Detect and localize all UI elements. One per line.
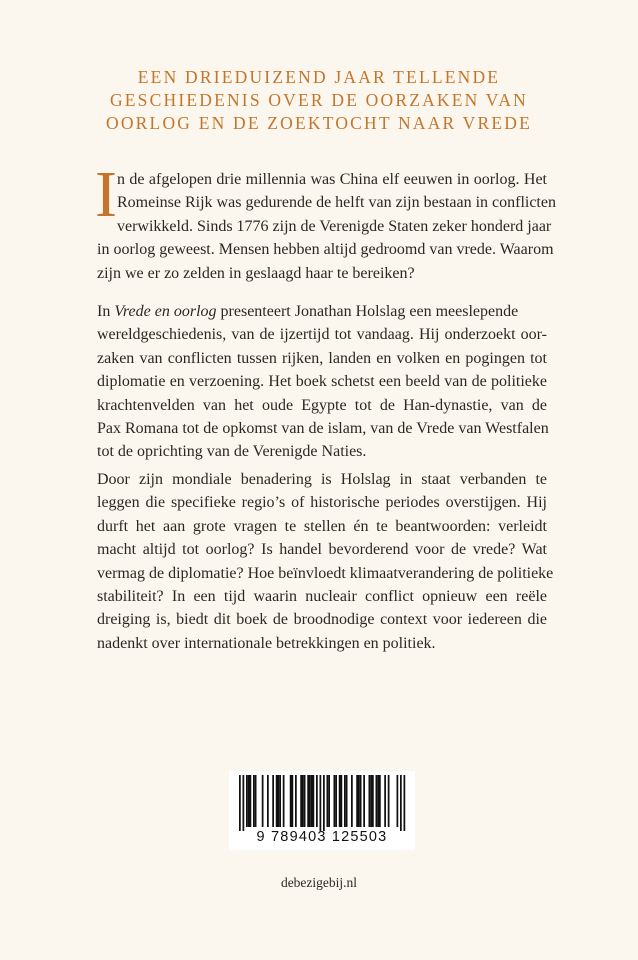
text-line: dreiging is, biedt dit boek de broodnodige context voor iedereen die (97, 611, 547, 629)
barcode-bar (302, 775, 304, 827)
text-line: krachtenvelden van het oude Egypte tot de Han-dynastie, van de (97, 396, 547, 414)
barcode-bar (320, 775, 322, 831)
barcode-bar (327, 775, 329, 827)
barcode-bar (384, 775, 386, 827)
barcode-bar (377, 775, 379, 827)
barcode-bar (372, 775, 374, 827)
tagline-line: GESCHIEDENIS OVER DE OORZAKEN VAN (109, 90, 529, 110)
barcode-bar (272, 775, 274, 827)
paragraph-approach (97, 468, 554, 655)
text-line: stabiliteit? In een tijd waarin nucleair conflict opnieuw een reële (97, 588, 547, 606)
barcode-bar (316, 775, 318, 827)
barcode (229, 771, 415, 850)
text-line: Romeinse Rijk was gedurende de helft van zijn bestaan in conflicten (117, 194, 556, 212)
text-line: tot de oprichting van de Verenigde Naties. (97, 443, 367, 461)
tagline-line: EEN DRIEDUIZEND JAAR TELLENDE (137, 67, 501, 87)
text-line: zijn we er zo zelden in geslaagd haar te bereiken? (97, 264, 415, 282)
text-line: in oorlog geweest. Mensen hebben altijd gedroomd van vrede. Waarom (97, 241, 554, 259)
text-line: nadenkt over internationale betrekkingen en politiek. (97, 634, 436, 652)
barcode-bar (341, 775, 343, 827)
barcode-bar (335, 775, 337, 827)
barcode-bar (250, 775, 252, 827)
barcode-bar (309, 775, 311, 827)
barcode-bar (370, 775, 372, 827)
text-line: durft het aan grote vragen te stellen én te beantwoorden: verleidt (97, 517, 547, 535)
barcode-bar (292, 775, 294, 827)
barcode-bar (300, 775, 302, 827)
barcode-bar (267, 775, 269, 827)
drop-cap: I (95, 158, 117, 231)
barcode-bar (239, 775, 241, 831)
barcode-bar (255, 775, 257, 827)
barcode-bar (248, 775, 250, 827)
text-line (97, 300, 547, 323)
book-title: Vrede en oorlog (114, 303, 217, 320)
text-line: vermag de diplomatie? Hoe beïnvloedt klimaatverandering de politieke (97, 564, 554, 582)
barcode-bar (295, 775, 297, 827)
barcode-bar (356, 775, 358, 827)
text-line: wereldgeschiedenis, van de ijzertijd tot vandaag. Hij onderzoekt oor- (97, 326, 547, 344)
barcode-bar (388, 775, 390, 827)
barcode-bar (246, 775, 248, 827)
barcode-bar (358, 775, 360, 827)
barcode-bar (397, 775, 399, 827)
barcode-bar (363, 775, 365, 827)
barcode-bar (290, 775, 292, 827)
barcode-bar (243, 775, 245, 831)
text-line: Door zijn mondiale benadering is Holslag in staat verbanden te (97, 471, 547, 488)
text-fragment: presenteert Jonathan Holslag een meeslepende (216, 303, 519, 320)
barcode-bar (344, 775, 346, 827)
barcode-bar (279, 775, 281, 827)
barcode-bar (346, 775, 348, 827)
barcode-bar (379, 775, 381, 827)
barcode-bar (283, 775, 285, 827)
paragraph-intro (97, 168, 556, 285)
barcode-bar (307, 775, 309, 827)
barcode-bars (229, 771, 415, 831)
barcode-bar (400, 775, 402, 831)
text-line: zaken van conflicten tussen rijken, landen en volken en pogingen tot (97, 349, 547, 367)
text-line: diplomatie en verzoening. Het boek schetst een beeld van de politieke (97, 373, 547, 391)
publisher-website: debezigebij.nl (280, 875, 358, 890)
barcode-bar (351, 775, 353, 827)
barcode-bar (369, 775, 371, 827)
tagline (0, 66, 638, 135)
isbn-number: 9 789403 125503 (256, 829, 388, 845)
barcode-bar (360, 775, 362, 827)
barcode-bar (311, 775, 313, 827)
barcode-bar (313, 775, 315, 827)
barcode-bar (339, 775, 341, 827)
barcode-bar (304, 775, 306, 827)
text-line: macht altijd tot oorlog? Is handel bevorderend voor de vrede? Wat (97, 541, 547, 559)
barcode-bar (253, 775, 255, 827)
barcode-bar (278, 775, 280, 827)
text-line: leggen die specifieke regio’s of historische periodes overstijgen. Hij (97, 494, 547, 512)
barcode-bar (404, 775, 406, 831)
text-line: verwikkeld. Sinds 1776 zijn de Verenigde Staten zeker honderd jaar (117, 217, 552, 235)
text-line: Pax Romana tot de opkomst van de islam, van de Vrede van Westfalen (97, 420, 549, 438)
text-fragment: In (97, 303, 115, 320)
barcode-bar (334, 775, 336, 827)
barcode-bar (276, 775, 278, 827)
barcode-bar (328, 775, 330, 827)
text-line: n de afgelopen drie millennia was China elf eeuwen in oorlog. Het (117, 171, 547, 188)
barcode-bar (323, 775, 325, 831)
paragraph-book (97, 300, 547, 464)
tagline-line: OORLOG EN DE ZOEKTOCHT NAAR VREDE (106, 113, 532, 133)
barcode-bar (262, 775, 264, 827)
barcode-bar (376, 775, 378, 827)
